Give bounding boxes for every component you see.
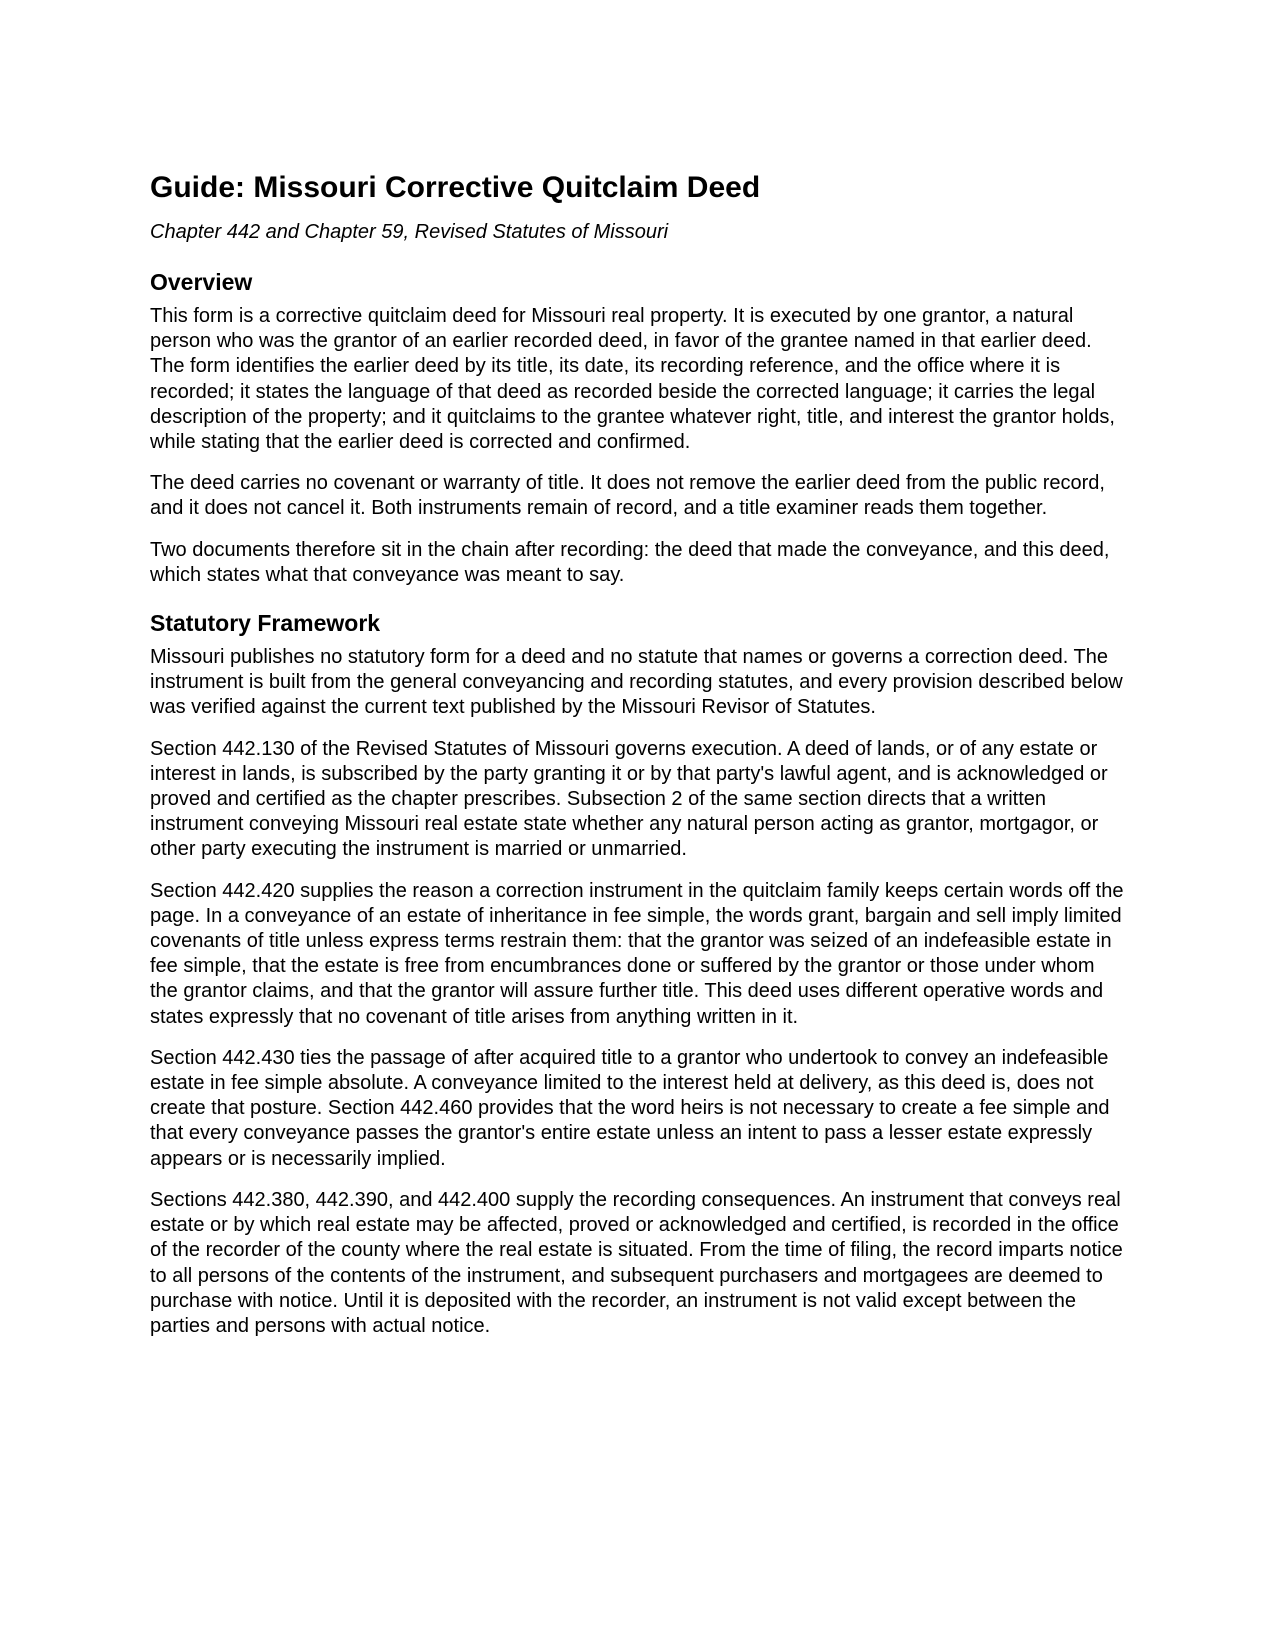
page-title: Guide: Missouri Corrective Quitclaim Deed [150,171,761,204]
statutory-framework-heading: Statutory Framework [150,610,381,637]
overview-section [150,268,1125,588]
framework-paragraph-1: Missouri publishes no statutory form for a deed and no statute that names or governs a correction deed. The instrument is built from the general conveyancing and recording statutes, and every provision described below was verified against the current text published by the Missouri Revisor of Statutes. [150,646,1123,719]
document-page [150,170,1125,1339]
overview-heading: Overview [150,269,253,295]
statutory-framework-section [150,609,1125,1339]
page-subtitle: Chapter 442 and Chapter 59, Revised Statutes of Missouri [150,221,669,243]
framework-paragraph-2: Section 442.130 of the Revised Statutes of Missouri governs execution. A deed of lands, or of any estate or interest in lands, is subscribed by the party granting it or by that party's lawful agent, and is acknowledged or proved and certified as the chapter prescribes. Subsection 2 of the same section directs that a written instrument conveying Missouri real estate state whether any natural person acting as grantor, mortgagor, or other party executing the instrument is married or unmarried. [150,737,1108,861]
overview-paragraph-1: This form is a corrective quitclaim deed for Missouri real property. It is executed by one grantor, a natural person who was the grantor of an earlier recorded deed, in favor of the grantee named in that earlier deed. The form identifies the earlier deed by its title, its date, its recording reference, and the office where it is recorded; it states the language of that deed as recorded beside the corrected language; it carries the legal description of the property; and it quitclaims to the grantee whatever right, title, and interest the grantor holds, while stating that the earlier deed is corrected and confirmed. [150,305,1115,454]
framework-paragraph-4: Section 442.430 ties the passage of after acquired title to a grantor who undertook to convey an indefeasible estate in fee simple absolute. A conveyance limited to the interest held at delivery, as this deed is, does not create that posture. Section 442.460 provides that the word heirs is not necessary to create a fee simple and that every conveyance passes the grantor's entire estate unless an intent to pass a lesser estate expressly appears or is necessarily implied. [150,1046,1110,1170]
framework-paragraph-5: Sections 442.380, 442.390, and 442.400 supply the recording consequences. An instrument that conveys real estate or by which real estate may be affected, proved or acknowledged and certified, is recorded in the office of the recorder of the county where the real estate is situated. From the time of filing, the record imparts notice to all persons of the contents of the instrument, and subsequent purchasers and mortgagees are deemed to purchase with notice. Until it is deposited with the recorder, an instrument is not valid except between the parties and persons with actual notice. [150,1188,1123,1337]
overview-paragraph-3: Two documents therefore sit in the chain after recording: the deed that made the conveyance, and this deed, which states what that conveyance was meant to say. [150,538,1110,586]
overview-paragraph-2: The deed carries no covenant or warranty of title. It does not remove the earlier deed from the public record, and it does not cancel it. Both instruments remain of record, and a title examiner reads them together. [150,472,1105,520]
framework-paragraph-3: Section 442.420 supplies the reason a correction instrument in the quitclaim family keeps certain words off the page. In a conveyance of an estate of inheritance in fee simple, the words grant, bargain and sell imply limited covenants of title unless express terms restrain them: that the grantor was seized of an indefeasible estate in fee simple, that the estate is free from encumbrances done or suffered by the grantor or those under whom the grantor claims, and that the grantor will assure further title. This deed uses different operative words and states expressly that no covenant of title arises from anything written in it. [150,879,1124,1028]
